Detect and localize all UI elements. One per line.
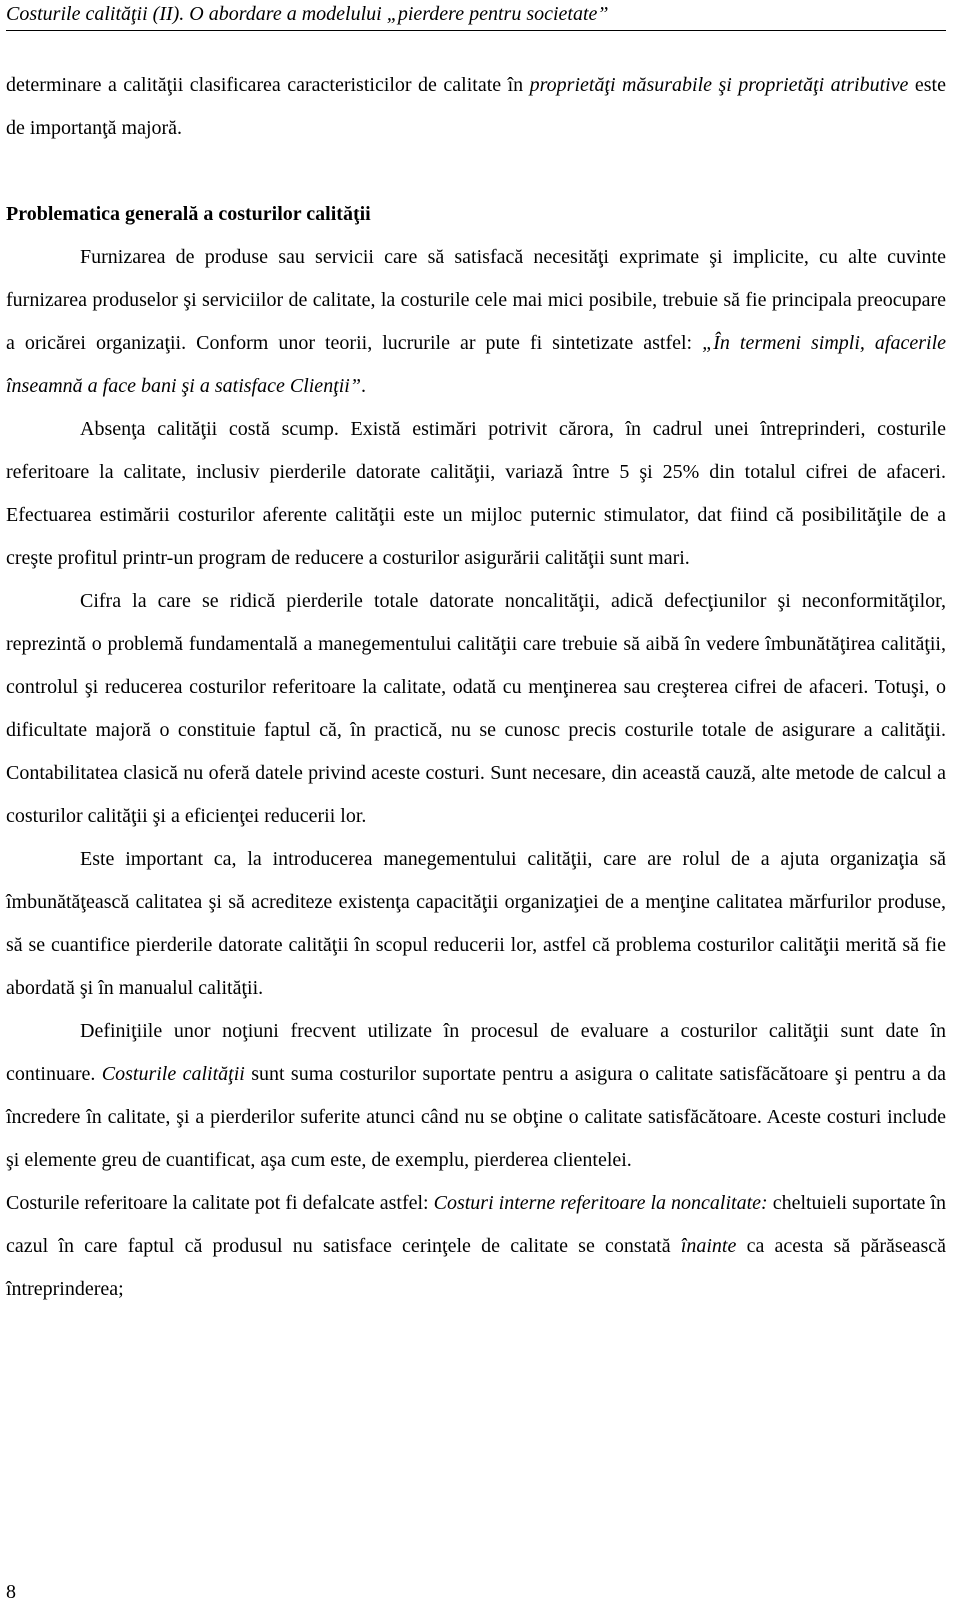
section-heading xyxy=(6,193,946,236)
text-run: înainte xyxy=(680,1235,737,1257)
text-run: Costurile referitoare la calitate pot fi defalcate astfel: xyxy=(6,1192,434,1214)
text-run: Costurile calităţii xyxy=(101,1063,245,1085)
text-run: determinare a calităţii clasificarea caracteristicilor de calitate în xyxy=(6,74,530,96)
text-run: Este important ca, la introducerea manegementului calităţii, care are rolul de a ajuta organizaţia să îmbunătăţească calitatea şi să acrediteze existenţa capacităţii organizaţiei de a menţine calitatea mărfurilor produse, să se cuantifice pierderile datorate calităţii în scopul reducerii lor, astfel că problema costurilor calităţii merită să fie abordată şi în manualul calităţii. xyxy=(6,848,946,999)
paragraph xyxy=(6,1010,946,1182)
text-run: este de importanţă majoră. xyxy=(6,74,946,139)
text-run: Absenţa calităţii costă scump. Există estimări potrivit cărora, în cadrul unei întreprinderi, costurile referitoare la calitate, inclusiv pierderile datorate calităţii, variază între 5 şi 25% din totalul cifrei de afaceri. Efectuarea estimării costurilor aferente calităţii este un mijloc puternic stimulator, dat fiind că posibilităţile de a creşte profitul printr-un program de reducere a costurilor asigurării calităţii sunt mari. xyxy=(6,418,946,569)
text-run: Definiţiile unor noţiuni frecvent utilizate în procesul de evaluare a costurilor calităţii sunt date în continuare. xyxy=(6,1020,946,1085)
paragraph xyxy=(6,408,946,580)
text-run: sunt suma costurilor suportate pentru a asigura o calitate satisfăcătoare şi pentru a da încredere în calitate, şi a pierderilor suferite atunci când nu se obţine o calitate satisfăcătoare. Aceste costuri include şi elemente greu de cuantificat, aşa cum este, de exemplu, pierderea clientelei. xyxy=(6,1063,947,1171)
page-number: 8 xyxy=(6,1581,16,1603)
text-run: . xyxy=(360,375,366,397)
header-rule xyxy=(6,30,946,31)
paragraph xyxy=(6,64,946,150)
running-header: Costurile calităţii (II). O abordare a modelului „pierdere pentru societate” xyxy=(6,3,609,25)
text-run: „În termeni simpli, afacerile înseamnă a face bani şi a satisface Clienţii” xyxy=(6,332,946,397)
text-run: Costuri interne referitoare la noncalitate: xyxy=(433,1192,768,1214)
text-run: Furnizarea de produse sau servicii care să satisfacă necesităţi exprimate şi implicite, cu alte cuvinte furnizarea produselor şi serviciilor de calitate, la costurile cele mai mici posibile, trebuie să fie principala preocupare a oricărei organizaţii. Conform unor teorii, lucrurile ar pute fi sintetizate astfel: xyxy=(6,246,946,354)
text-run: proprietăţi măsurabile şi proprietăţi atributive xyxy=(529,74,909,96)
paragraph xyxy=(6,838,946,1010)
text-run: ca acesta să părăsească întreprinderea; xyxy=(6,1235,946,1300)
paragraph xyxy=(6,1182,946,1311)
text-run: Problematica generală a costurilor calităţii xyxy=(6,203,371,225)
text-run: cheltuieli suportate în cazul în care faptul că produsul nu satisface cerinţele de calitate se constată xyxy=(6,1192,946,1257)
body-text xyxy=(6,64,946,1311)
text-run: Cifra la care se ridică pierderile totale datorate noncalităţii, adică defecţiunilor şi neconformităţilor, reprezintă o problemă fundamentală a manegementului calităţii care trebuie să aibă în vedere îmbunătăţirea calităţii, controlul şi reducerea costurilor referitoare la calitate, odată cu menţinerea sau creşterea cifrei de afaceri. Totuşi, o dificultate majoră o constituie faptul că, în practică, nu se cunosc precis costurile totale de asigurare a calităţii. Contabilitatea clasică nu oferă datele privind aceste costuri. Sunt necesare, din această cauză, alte metode de calcul a costurilor calităţii şi a eficienţei reducerii lor. xyxy=(6,590,946,827)
paragraph xyxy=(6,580,946,838)
paragraph xyxy=(6,236,946,408)
